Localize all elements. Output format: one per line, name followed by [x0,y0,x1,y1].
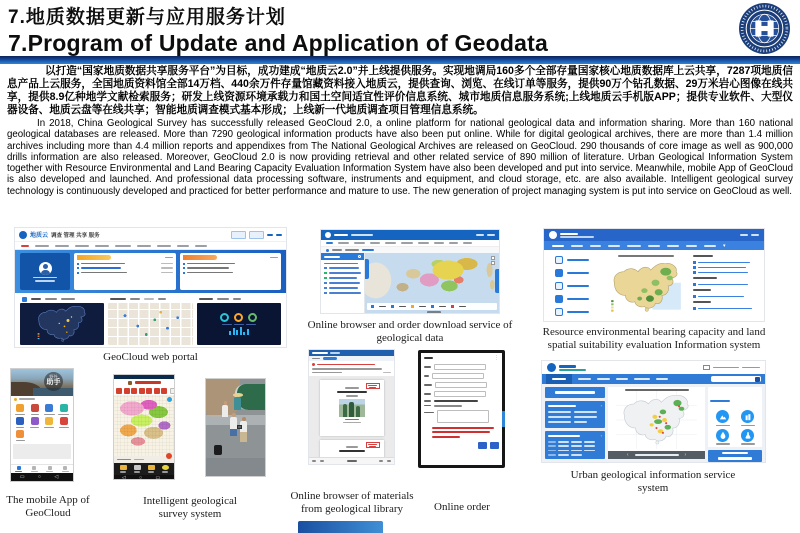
order-cancel-button [490,442,499,449]
portal-notice-panel [74,253,176,290]
caption-bearing-capacity: Resource environmental bearing capacity and land spatial suitability evaluation Information system [542,326,766,351]
geocloud-logo-icon [325,232,331,238]
order-warning-text [424,427,499,438]
order-name-field [434,364,486,370]
survey-title-bar [114,379,174,386]
add-button [166,453,172,459]
portal-thumb-city-map [108,295,192,345]
browser-layer-sidebar [321,253,365,314]
app-icon [45,417,53,425]
caption-data-browser: Online browser and order download service of geological data [307,319,513,344]
prev-arrow-icon: ‹ [626,452,629,458]
bearing-links [691,254,759,318]
browser-header [321,230,499,240]
geology-mountain-icon [716,410,729,423]
portal-mail-icon [249,231,264,239]
standards-panel [708,450,762,462]
portal-thumb-drill-data [20,295,104,345]
fig-survey-app [113,374,175,480]
search-icon [755,377,760,382]
android-nav-bar: ▭ ○ ◁ [11,473,73,481]
fig-online-order [418,350,505,468]
data-resource-icon [555,256,563,264]
next-arrow-icon: › [684,452,687,458]
library-pager [309,457,394,464]
caption-mobile-app: The mobile App of GeoCloud [6,494,90,519]
region-evaluation-icon [555,269,563,277]
evaluation-result-icon [555,282,563,290]
zoom-in-control [491,256,495,260]
paragraph-english: In 2018, China Geological Survey has successfully released GeoCloud 2.0, a online platform for national geological data and information sharing. More than 160 national geological databases are released. More than 7290 geological information products have also been put online. While for digital geological archives, there are more than 1.4 million archives including more than 4.4 million reports and appendixes from The National Geological Archives are released on GeoCloud. 290 thousands of core image as well as 900,000 drills information are also released. Moreover, GeoCloud 2.0 is now providing retrieval and other related service of 890 million of literature. Urban Geological Information System together with Resource Environmental and Land Bearing Capacity Evaluation Information System have also been developed and put into service. Meanwhile, mobile App of GeoCloud is also developed and launched. And professional data processing software, instruments and equipment, and cloud storage, etc. are also available. Intelligent geological survey technology is continuously developed and practiced for better performance and mature to use. The new generation of project managing system is put into service on GeoCloud as well. [7,118,793,197]
page-title-en: 7.Program of Update and Application of Geodata [8,30,548,56]
chevron-down-icon: ▾ [723,242,726,249]
app-icon [16,417,24,425]
urban-left-panels [545,387,605,459]
portal-header [15,228,286,241]
app-icon [16,404,24,412]
fig-bearing-capacity [543,228,765,322]
geocloud-logo-icon [549,231,557,239]
app-icon [60,417,68,425]
urban-nav [542,374,765,384]
portal-tagline: 调查 管理 共享 服务 [51,232,100,239]
body-text [7,65,793,226]
urban-map-caption-bar [608,451,705,459]
caption-urban-system: Urban geological information service system [570,469,736,494]
field-assistant-badge [44,372,63,391]
portal-thumb-dashboard [197,295,281,345]
groundwater-drop-icon [716,429,729,442]
app-banner-photo [11,369,73,396]
urban-links-panel: › [545,401,605,428]
portal-banner [15,250,286,293]
fig-mobile-app [10,368,74,482]
caption-geocloud-portal: GeoCloud web portal [103,351,198,363]
urban-china-map [608,391,705,449]
caption-online-order: Online order [434,501,490,513]
document-page-1 [320,380,384,436]
more-icon: ⋮ [494,355,499,361]
fig-survey-photo [205,378,266,477]
map-toolbar [367,303,497,310]
urban-header [542,361,765,374]
app-icon [31,417,39,425]
portal-nav [15,241,286,250]
app-icon [60,404,68,412]
order-remarks-textarea [437,410,489,423]
urban-search-box [711,376,761,382]
person-with-hat [234,397,241,410]
app-tab-bar [11,464,73,473]
resource-flask-icon [741,429,754,442]
bearing-header [544,229,764,241]
portal-logo-text: 地质云 [30,233,49,239]
bearing-side-menu [549,254,601,318]
survey-bottom-toolbar [114,463,174,475]
cgs-logo-icon [738,2,791,55]
bearing-nav [544,241,764,250]
title-divider-bar [0,56,800,64]
order-submit-button [478,442,487,449]
backpack [214,445,222,455]
caption-survey-system: Intelligent geological survey system [143,495,237,520]
caption-library-browser: Online browser of materials from geological library [290,490,414,515]
survey-toolbar-buttons [114,386,174,395]
dashboard-preview [197,303,281,345]
user-avatar [39,262,52,275]
app-icon [45,404,53,412]
case-library-icon [555,295,563,303]
urban-table-panel: › [545,431,605,459]
portal-news-panel [180,253,282,290]
red-stamp [366,383,380,389]
app-icon [16,430,24,438]
fig-data-browser [320,229,500,314]
browser-nav [321,240,499,247]
order-phone-field [432,373,484,379]
android-nav-bar: ◁ ○ ▭ [114,475,174,480]
banner-text-small: 野外 [49,374,58,379]
china-geological-survey-logo [738,2,791,55]
banner-text-large: 助手 [46,379,61,386]
street-map [108,303,192,345]
straw-hat [233,393,243,397]
urban-map-panel [608,387,705,459]
app-icon-grid [11,402,73,443]
order-unit-field [434,391,486,397]
urban-right-panels [708,387,762,459]
locate-button [167,397,172,402]
person [222,405,228,417]
method-icon [555,308,563,316]
fig-geocloud-portal [14,227,287,348]
hot-services-panel [708,387,762,447]
paragraph-chinese: 以打造“国家地质数据共享服务平台”为目标，成功建成“地质云2.0”并上线提供服务。实现地调局160多个全部存量国家核心地质数据库上云共享，7287项地质信息产品上云服务，全国地质资料馆全部14万档、440余万件存量馆藏资料接入地质云，提供查询、浏览、在线订单等服务，提供90万个钻孔数据、29万米岩心图像在线共享，提供8.9亿种地学文献检索服务；研发上线资源环境承载力和国土空间适宜性评价信息系统、城市地质信息服务系统;上线地质云手机版APP；提供专业软件、大型仪器设备、地质云盘等在线共享；智能地质调查模式基本形成；上线新一代地质调查项目管理信息系统。 [7,65,793,116]
geology-map [365,253,499,314]
portal-user-card [20,253,70,290]
app-empty-panel [13,444,71,459]
china-evaluation-map [603,259,689,316]
fig-urban-system [541,360,766,463]
cropped-screenshot-header [298,521,383,533]
bearing-map-panel [601,254,691,318]
monitor-icon [703,365,710,370]
geocloud-logo-icon [19,231,27,239]
geological-map-canvas [114,395,174,456]
cover-photo [339,399,365,417]
city-building-icon [741,410,754,423]
slide-header [0,0,800,56]
tablet [237,425,242,429]
geocloud-logo-icon [547,363,556,372]
order-email-field [435,382,487,388]
portal-cloud-disk-icon [231,231,246,239]
page-title-zh: 7.地质数据更新与应用服务计划 [8,7,286,28]
dark-china-map [20,303,104,345]
portal-thumbnails [15,293,286,347]
fig-library-browser [308,349,395,465]
app-icon [31,404,39,412]
survey-info-row [114,456,174,463]
library-warning [309,361,394,376]
zoom-out-control [491,261,495,265]
